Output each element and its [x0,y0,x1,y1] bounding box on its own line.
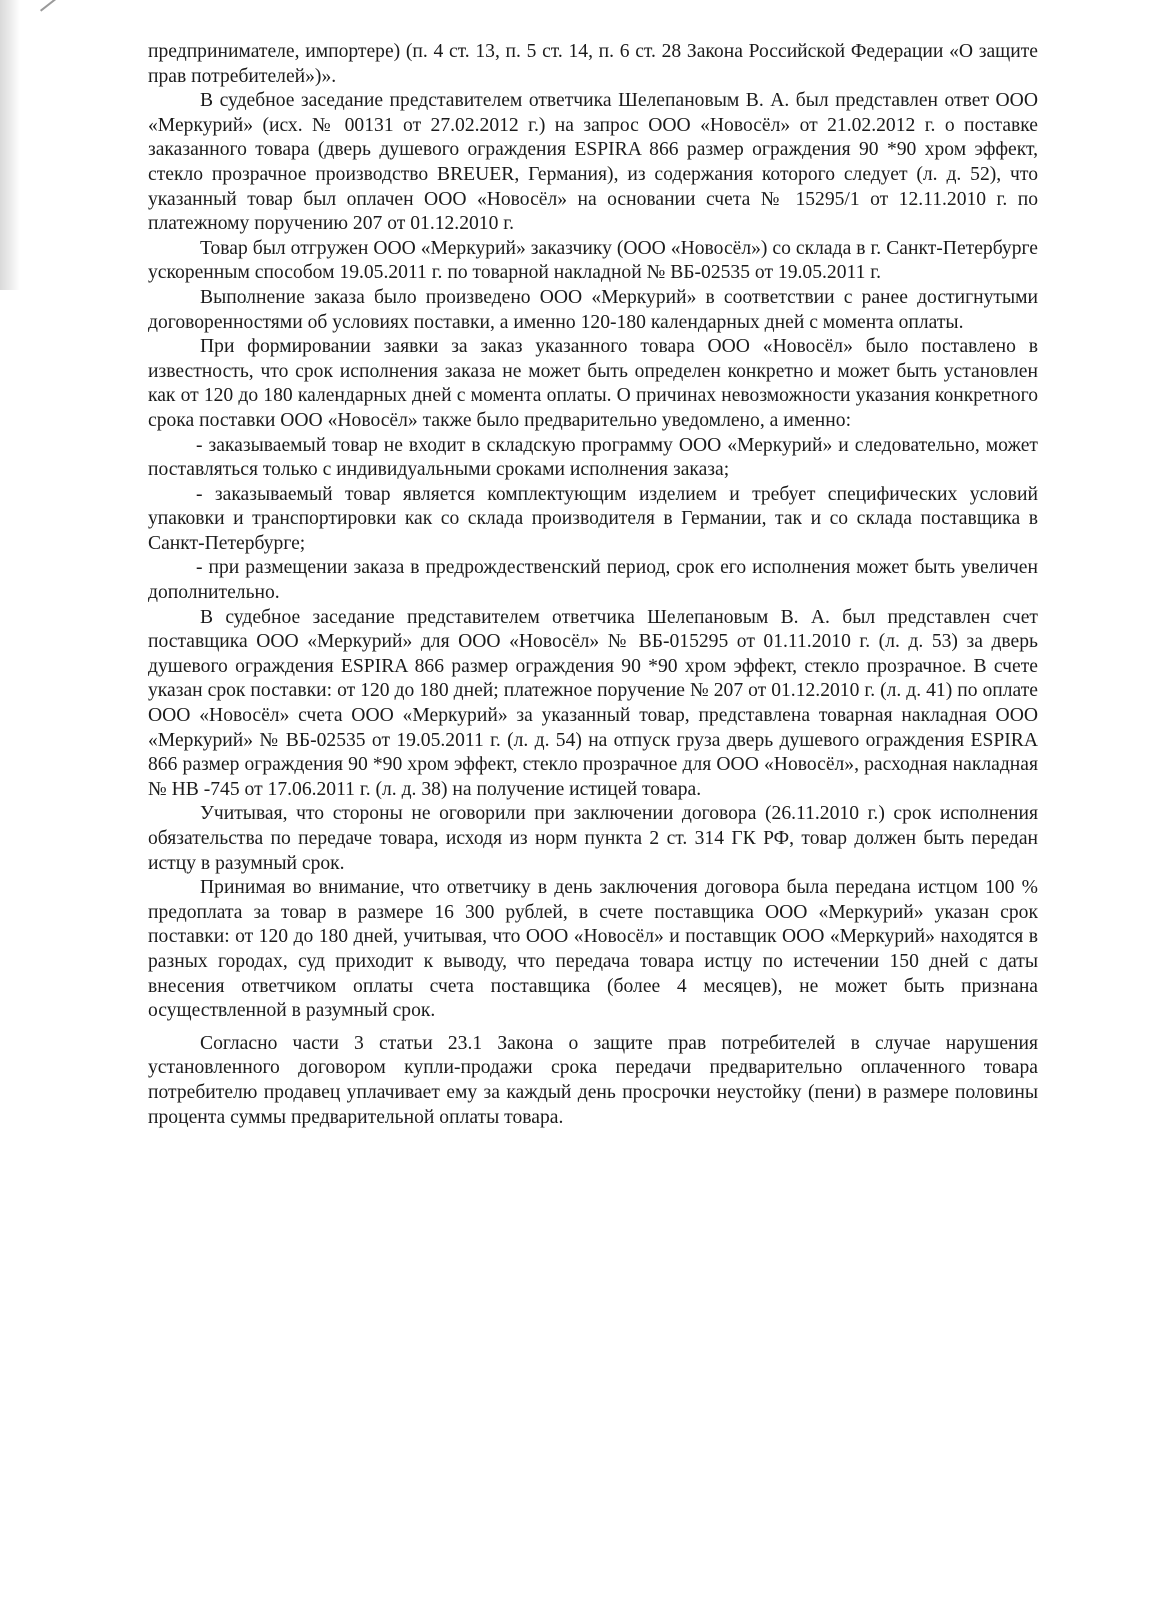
scan-shadow-edge [0,0,20,290]
paragraph-shipment: Товар был отгружен ООО «Меркурий» заказчику (ООО «Новосёл») со склада в г. Санкт-Петербурге ускоренным способом 19.05.2011 г. по товарной накладной № ВБ-02535 от 19.05.2011 г. [148,237,1038,284]
paragraph-order-execution: Выполнение заказа было произведено ООО «Меркурий» в соответствии с ранее достигнутыми договоренностями об условиях поставки, а именно 120-180 календарных дней с момента оплаты. [148,286,1038,333]
scan-fold-line [40,0,148,12]
paragraph-penalty-law: Согласно части 3 статьи 23.1 Закона о защите прав потребителей в случае нарушения установленного договором купли-продажи срока передачи предварительно оплаченного товара потребителю продавец уплачивает ему за каждый день просрочки неустойку (пени) в размере половины процента суммы предварительной оплаты товара. [148,1032,1038,1128]
paragraph-order-terms: При формировании заявки за заказ указанного товара ООО «Новосёл» было поставлено в известность, что срок исполнения заказа не может быть определен конкретно и может быть установлен как от 120 до 180 календарных дней с момента оплаты. О причинах невозможности указания конкретного срока поставки ООО «Новосёл» также было предварительно уведомлено, а именно: [148,336,1038,431]
document-page [148,40,1038,1130]
paragraph-reasonable-term: Учитывая, что стороны не оговорили при заключении договора (26.11.2010 г.) срок исполнения обязательства по передаче товара, исходя из норм пункта 2 ст. 314 ГК РФ, товар должен быть передан истцу в разумный срок. [148,803,1038,874]
list-item-warehouse-program: - заказываемый товар не входит в складскую программу ООО «Меркурий» и следовательно, может поставляться только с индивидуальными сроками исполнения заказа; [148,434,1038,481]
paragraph-court-conclusion: Принимая во внимание, что ответчику в день заключения договора была передана истцом 100 % предоплата за товар в размере 16 300 рублей, в счете поставщика ООО «Меркурий» указан срок поставки: от 120 до 180 дней, учитывая, что ООО «Новосёл» и поставщик ООО «Меркурий» находятся в разных городах, суд приходит к выводу, что передача товара истцу по истечении 150 дней с даты внесения ответчиком оплаты счета поставщика (более 4 месяцев), не может быть признана осуществленной в разумный срок. [148,877,1038,1022]
paragraph-continuation: предпринимателе, импортере) (п. 4 ст. 13, п. 5 ст. 14, п. 6 ст. 28 Закона Российской Федерации «О защите прав потребителей»)». [148,41,1038,87]
list-item-christmas-period: - при размещении заказа в предрождественский период, срок его исполнения может быть увеличен дополнительно. [148,557,1038,604]
paragraph-supplier-invoice: В судебное заседание представителем ответчика Шелепановым В. А. был представлен счет поставщика ООО «Меркурий» для ООО «Новосёл» № ВБ-015295 от 01.11.2010 г. (л. д. 53) за дверь душевого ограждения ESPIRA 866 размер ограждения 90 *90 хром эффект, стекло прозрачное. В счете указан срок поставки: от 120 до 180 дней; платежное поручение № 207 от 01.12.2010 г. (л. д. 41) по оплате ООО «Новосёл» счета ООО «Меркурий» за указанный товар, представлена товарная накладная ООО «Меркурий» № ВБ-02535 от 19.05.2011 г. (л. д. 54) на отпуск груза дверь душевого ограждения ESPIRA 866 размер ограждения 90 *90 хром эффект, стекло прозрачное для ООО «Новосёл», расходная накладная № НВ -745 от 17.06.2011 г. (л. д. 38) на получение истицей товара. [148,606,1038,800]
paragraph-mercury-response: В судебное заседание представителем ответчика Шелепановым В. А. был представлен ответ ООО «Меркурий» (исх. № 00131 от 27.02.2012 г.) на запрос ООО «Новосёл» от 21.02.2012 г. о поставке заказанного товара (дверь душевого ограждения ESPIRA 866 размер ограждения 90 *90 хром эффект, стекло прозрачное производство BREUER, Германия), из содержания которого следует (л. д. 52), что указанный товар был оплачен ООО «Новосёл» на основании счета № 15295/1 от 12.11.2010 г. по платежному поручению 207 от 01.12.2010 г. [148,90,1038,235]
list-item-packaging: - заказываемый товар является комплектующим изделием и требует специфических условий упаковки и транспортировки как со склада производителя в Германии, так и со склада поставщика в Санкт-Петербурге; [148,483,1038,554]
